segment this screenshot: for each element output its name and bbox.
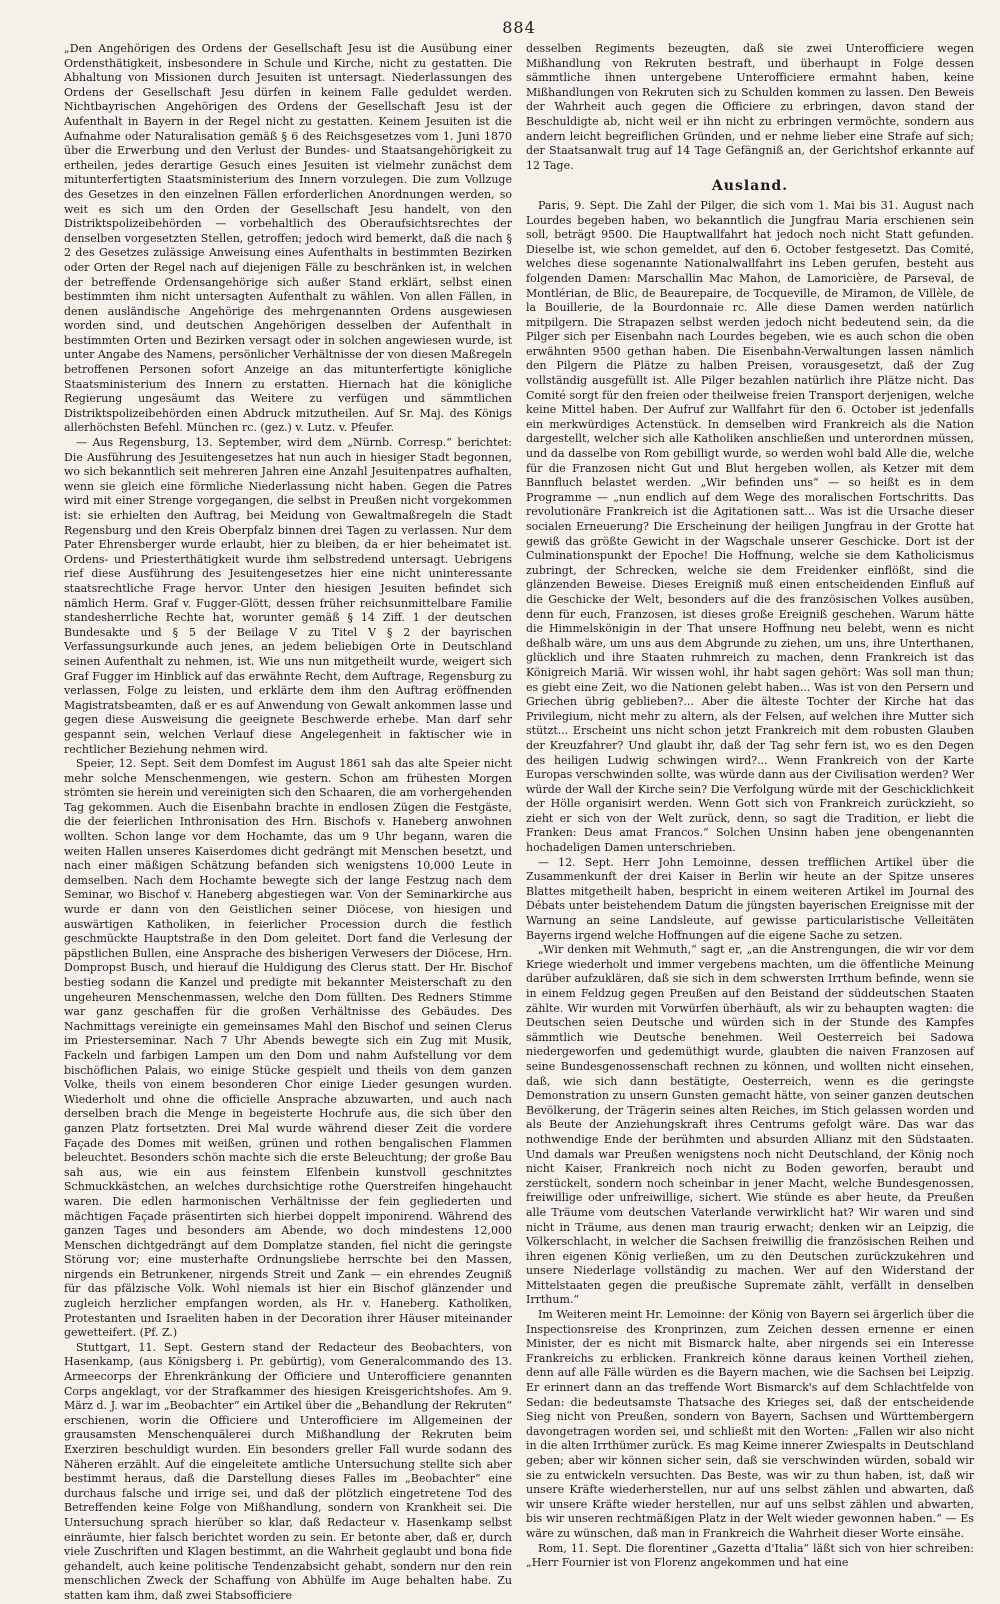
article-paragraph: desselben Regiments bezeugten, daß sie zwei Unterofficiere wegen Mißhandlung von Rekruten bestraft, und überhaupt in Folge dessen sämmtliche ihnen untergebene Unterofficiere ermahnt haben, keine Mißhandlungen von Rekruten sich zu Schulden kommen zu lassen. Den Beweis der Wahrheit auch gegen die Officiere zu erbringen, davon stand der Beschuldigte ab, nicht weil er ihn nicht zu erbringen vermöchte, sondern aus andern leicht begreiflichen Gründen, und er nehme lieber eine Strafe auf sich; der Staatsanwalt trug auf 14 Tage Gefängniß an, der Gerichtshof erkannte auf 12 Tage. <box>526 42 974 172</box>
left-column <box>64 42 512 1602</box>
page-number: 884 <box>502 18 536 37</box>
article-paragraph: Stuttgart, 11. Sept. Gestern stand der Redacteur des Beobachters, von Hasenkamp, (aus Königsberg i. Pr. gebürtig), vom Generalcommando des 13. Armeecorps der Ehrenkränkung der Officiere und Unterofficiere genannten Corps angeklagt, vor der Strafkammer des hiesigen Kreisgerichtshofes. Am 9. März d. J. war im „Beobachter“ ein Artikel über die „Behandlung der Rekruten“ erschienen, worin die Officiere und Unterofficiere im Allgemeinen der grausamsten Menschenquälerei durch Mißhandlung der Rekruten beim Exerziren beschuldigt wurden. Ein besonders greller Fall wurde sodann des Näheren erzählt. Auf die eingeleitete amtliche Untersuchung stellte sich aber bestimmt heraus, daß die Darstellung dieses Falles im „Beobachter“ eine durchaus falsche und irrige sei, und daß der plötzlich eingetretene Tod des Betreffenden keine Folge von Mißhandlung, sondern von Krankheit sei. Die Untersuchung sprach hierüber so klar, daß Redacteur v. Hasenkamp selbst einräumte, hier falsch berichtet worden zu sein. Er betonte aber, daß er, durch viele Zuschriften und Klagen bestimmt, an die Wahrheit geglaubt und bona fide gehandelt, auch keine politische Tendenzabsicht gehabt, sondern nur den rein menschlichen Zweck der Schaffung von Abhülfe im Auge behalten habe. Zu statten kam ihm, daß zwei Stabsofficiere <box>64 1340 512 1602</box>
article-paragraph: — 12. Sept. Herr John Lemoinne, dessen trefflichen Artikel über die Zusammenkunft der drei Kaiser in Berlin wir heute an der Spitze unseres Blattes mitgetheilt haben, bespricht in einem weiteren Artikel im Journal des Débats unter beistehendem Datum die jüngsten bayerischen Ereignisse mit der Warnung an seine Landsleute, auf gewisse particularistische Velleitäten Bayerns irgend welche Hoffnungen auf die eigene Sache zu setzen. <box>526 855 974 942</box>
section-heading-ausland: Ausland. <box>711 178 789 195</box>
article-paragraph: „Wir denken mit Wehmuth,“ sagt er, „an die Anstrengungen, die wir vor dem Kriege wiederholt und immer vergebens machten, um die öffentliche Meinung darüber aufzuklären, daß sie sich in dem schwersten Irrthum befinde, wenn sie in einem Feldzug gegen Preußen auf den Beistand der süddeutschen Staaten zählte. Wir wurden mit Vorwürfen überhäuft, als wir zu behaupten wagten: die Deutschen seien Deutsche und würden sich in der Stunde des Kampfes sämmtlich wie Deutsche benehmen. Weil Oesterreich bei Sadowa niedergeworfen und gedemüthigt wurde, glaubten die naiven Franzosen auf seine Bundesgenossenschaft rechnen zu können, und wollten nicht einsehen, daß, wie sich dann bestätigte, Oesterreich, wenn es die geringste Demonstration zu unsern Gunsten gemacht hätte, von seiner ganzen deutschen Bevölkerung, der Trägerin seines alten Reiches, im Stich gelassen worden und als Beute der Anziehungskraft ihres Centrums gefolgt wäre. Das war das nothwendige Ende der berühmten und absurden Allianz mit den Südstaaten. Und damals war Preußen wenigstens noch nicht Deutschland, der König noch nicht Kaiser, Frankreich noch nicht zu Boden geworfen, beraubt und zerstückelt, sondern noch scheinbar in jener Macht, welche Bundesgenossen, freiwillige oder unfreiwillige, sichert. Wie stünde es aber heute, da Preußen alle Träume vom deutschen Vaterlande verwirklicht hat? Wir waren und sind nicht in Träume, aus denen man traurig erwacht; denken wir an Leipzig, die Völkerschlacht, in welcher die Sachsen freiwillig die französischen Reihen und ihren eigenen König verließen, um zu den Deutschen zurückzukehren und unsere Niederlage vollständig zu machen. Wer auf den Widerstand der Mittelstaaten gegen die preußische Supremate zählt, verfällt in denselben Irrthum.“ <box>526 943 974 1307</box>
article-paragraph: Im Weiteren meint Hr. Lemoinne: der König von Bayern sei ärgerlich über die Inspectionsreise des Kronprinzen, zum Zeichen dessen ernenne er einen Minister, der es nicht mit Bismarck halte, aber nirgends sei ein Interesse Frankreichs zu erblicken. Frankreich könne daraus keinen Vortheil ziehen, denn auf alle Fälle würden es die Bayern machen, wie die Sachsen bei Leipzig. Er erinnert dann an das treffende Wort Bismarck's auf dem Schlachtfelde von Sedan: die bedeutsamste Thatsache des Krieges sei, daß der entscheidende Sieg nicht von Preußen, sondern von Bayern, Sachsen und Württembergern davongetragen worden sei, und schließt mit den Worten: „Fallen wir also nicht in die alten Irrthümer zurück. Es mag Keime innerer Zwiespalts in Deutschland geben; aber wir können sicher sein, daß sie verschwinden würden, sobald wir sie zu entwickeln versuchten. Das Beste, was wir zu thun haben, ist, daß wir unsere Kräfte wiederherstellen, nur auf uns selbst zählen und abwarten, daß wir unsere Kräfte wieder herstellen, nur auf uns selbst zählen und abwarten, bis wir unseren rechtmäßigen Platz in der Welt wieder gewonnen haben.“ — Es wäre zu wünschen, daß man in Frankreich die Wahrheit dieser Worte einsähe. <box>526 1308 974 1540</box>
article-paragraph: Speier, 12. Sept. Seit dem Domfest im August 1861 sah das alte Speier nicht mehr solche Menschenmengen, wie gestern. Schon am frühesten Morgen strömten sie herein und vereinigten sich den Schaaren, die am vorhergehenden Tag gekommen. Auch die Eisenbahn brachte in endlosen Zügen die Festgäste, die der feierlichen Inthronisation des Hrn. Bischofs v. Haneberg anwohnen wollten. Schon lange vor dem Hochamte, das um 9 Uhr begann, waren die weiten Hallen unseres Kaiserdomes dicht gedrängt mit Menschen besetzt, und nach einer mäßigen Schätzung befanden sich wenigstens 10,000 Leute in demselben. Nach dem Hochamte bewegte sich der lange Festzug nach dem Seminar, wo Bischof v. Haneberg abgestiegen war. Von der Seminarkirche aus wurde er dann von den Geistlichen seiner Diöcese, von hiesigen und auswärtigen Katholiken, in feierlicher Procession durch die festlich geschmückte Hauptstraße in den Dom geleitet. Dort fand die Verlesung der päpstlichen Bullen, eine Ansprache des bisherigen Verwesers der Diöcese, Hrn. Dompropst Busch, und hierauf die Huldigung des Clerus statt. Der Hr. Bischof bestieg sodann die Kanzel und predigte mit bekannter Meisterschaft zu den ungeheuren Menschenmassen, welche den Dom füllten. Des Redners Stimme war ganz geschaffen für die großen Verhältnisse des Gebäudes. Des Nachmittags vereinigte ein gemeinsames Mahl den Bischof und seinen Clerus im Priesterseminar. Nach 7 Uhr Abends bewegte sich ein Zug mit Musik, Fackeln und farbigen Lampen um den Dom und nahm Aufstellung vor dem bischöflichen Palais, wo einige Stücke gespielt und theils von dem ganzen Volke, theils von einem besonderen Chor einige Lieder gesungen wurden. Wiederholt und ohne die officielle Ansprache abzuwarten, und auch nach derselben brach die Menge in begeisterte Hochrufe aus, die sich über den ganzen Platz fortsetzten. Drei Mal wurde während dieser Zeit die vordere Façade des Domes mit weißen, grünen und rothen bengalischen Flammen beleuchtet. Besonders schön machte sich die erste Beleuchtung; der große Bau sah aus, wie ein aus feinstem Elfenbein kunstvoll geschnitztes Schmuckkästchen, an welches durchsichtige rothe Querstreifen hingehaucht waren. Die edlen harmonischen Verhältnisse der fein gegliederten und mächtigen Façade präsentirten sich hierbei doppelt imponirend. Während des ganzen Tages und besonders am Abende, wo doch mindestens 12,000 Menschen dichtgedrängt auf dem Domplatze standen, fiel nicht die geringste Störung vor; eine musterhafte Ordnungsliebe herrschte bei den Massen, nirgends ein Betrunkener, nirgends Streit und Zank — ein ehrendes Zeugniß für das pfälzische Volk. Wohl niemals ist hier ein Bischof glänzender und zugleich herzlicher empfangen worden, als Hr. v. Haneberg. Katholiken, Protestanten und Israeliten haben in der Decoration ihrer Häuser miteinander gewetteifert. (Pf. Z.) <box>64 757 512 1340</box>
right-column-bottom <box>526 199 974 1571</box>
article-paragraph: Rom, 11. Sept. Die florentiner „Gazetta d'Italia“ läßt sich von hier schreiben: „Herr Fournier ist von Florenz angekommen und hat eine <box>526 1541 974 1570</box>
article-paragraph: Paris, 9. Sept. Die Zahl der Pilger, die sich vom 1. Mai bis 31. August nach Lourdes begeben haben, wo bekanntlich die Jungfrau Maria erschienen sein soll, beträgt 9500. Die Hauptwallfahrt hat jedoch noch nicht Statt gefunden. Dieselbe ist, wie schon gemeldet, auf den 6. October festgesetzt. Das Comité, welches diese sogenannte Nationalwallfahrt ins Leben gerufen, besteht aus folgenden Damen: Marschallin Mac Mahon, de Lamoricière, de Parseval, de Montlérian, de Blic, de Beaurepaire, de Tocqueville, de Miramon, de Villèle, de la Bouillerie, de la Bourdonnaie rc. Alle diese Damen werden natürlich mitpilgern. Die Strapazen selbst werden jedoch nicht bedeutend sein, da die Pilger sich per Eisenbahn nach Lourdes begeben, wie es auch schon die oben erwähnten 9500 gethan haben. Die Eisenbahn-Verwaltungen lassen nämlich den Pilgern die Plätze zu halben Preisen, vorausgesetzt, daß der Zug vollständig ausgefüllt ist. Alle Pilger bezahlen natürlich ihre Plätze nicht. Das Comité sorgt für den freien oder theilweise freien Transport derjenigen, welche keine Mittel haben. Der Aufruf zur Wallfahrt für den 6. October ist jedenfalls ein merkwürdiges Actenstück. In demselben wird Frankreich als die Nation dargestellt, welcher sich alle Katholiken anschließen und unterordnen müssen, und da dasselbe von Rom gebilligt wurde, so werden wohl bald Alle die, welche für die Franzosen nicht Gut und Blut hergeben wollen, als Ketzer mit dem Bannfluch belastet werden. „Wir befinden uns“ — so heißt es in dem Programme — „nun endlich auf dem Wege des moralischen Fortschritts. Das revolutionäre Frankreich ist die Agitationen satt... Was ist die Ursache dieser socialen Erneuerung? Die Erscheinung der heiligen Jungfrau in der Grotte hat gewiß das größte Gewicht in der Wagschale unserer Geschicke. Dort ist der Culminationspunkt der Epoche! Die Hoffnung, welche sie dem Katholicismus zubringt, der Schrecken, welche sie dem Freidenker einflößt, sind die glänzenden Beweise. Dieses Ereigniß muß einen entscheidenden Einfluß auf die Geschicke der Welt, besonders auf die des französischen Volkes ausüben, denn für euch, Franzosen, ist dieses große Ereigniß geschehen. Warum hätte die Himmelskönigin in der That unsere Hoffnung neu belebt, wenn es nicht deßhalb wäre, um uns aus dem Abgrunde zu ziehen, um uns, ihre Unterthanen, glücklich und ihre Staaten ruhmreich zu machen, denn Frankreich ist das Königreich Mariä. Wir wissen wohl, ihr habt sagen gehört: Was soll man thun; es giebt eine Zeit, wo die Nationen gelebt haben... Was ist von den Persern und Griechen übrig geblieben?... Aber die älteste Tochter der Kirche hat das Privilegium, nicht mehr zu altern, als der Felsen, auf welchen ihre Mutter sich stützt... Erscheint uns nicht schon jetzt Frankreich mit dem robusten Glauben der Kreuzfahrer? Und glaubt ihr, daß der Tag sehr fern ist, wo es den Degen des heiligen Ludwig schwingen wird?... Wenn Frankreich von der Karte Europas verschwinden sollte, was würde dann aus der Civilisation werden? Wer würde der Wall der Kirche sein? Die Verfolgung würde mit der Geschicklichkeit der Hölle organisirt werden. Wenn Gott sich von Frankreich zurückzieht, so zieht er sich von der Welt zurück, denn, so sagt die Tradition, er liebt die Franken: Deus amat Francos.“ Solchen Unsinn haben jene obengenannten hochadeligen Damen unterschrieben. <box>526 198 974 855</box>
article-paragraph: „Den Angehörigen des Ordens der Gesellschaft Jesu ist die Ausübung einer Ordensthätigkeit, insbesondere in Schule und Kirche, nicht zu gestatten. Die Abhaltung von Missionen durch Jesuiten ist untersagt. Niederlassungen des Ordens der Gesellschaft Jesu dürfen in keinem Falle geduldet werden. Nichtbayrischen Angehörigen des Ordens der Gesellschaft Jesu ist der Aufenthalt in Bayern in der Regel nicht zu gestatten. Keinem Jesuiten ist die Aufnahme oder Naturalisation gemäß § 6 des Reichsgesetzes vom 1. Juni 1870 über die Erwerbung und den Verlust der Bundes- und Staatsangehörigkeit zu ertheilen, jedes derartige Gesuch eines Jesuiten ist vielmehr zunächst dem mitunterfertigten Staatsministerium des Innern vorzulegen. Die zum Vollzuge des Gesetzes in den einzelnen Fällen erforderlichen Anordnungen werden, so weit es sich um den Orden der Gesellschaft Jesu handelt, von den Distriktspolizeibehörden — vorbehaltlich des Oberaufsichtsrechtes der denselben vorgesetzten Stellen, getroffen; jedoch wird bemerkt, daß die nach § 2 des Gesetzes zulässige Anweisung eines Aufenthalts in bestimmten Bezirken oder Orten der Regel nach auf diejenigen Fälle zu beschränken ist, in welchen der betreffende Ordensangehörige sich außer Stand erklärt, selbst einen bestimmten ihm nicht untersagten Aufenthalt zu wählen. Von allen Fällen, in denen ausländische Angehörige des mehrgenannten Ordens ausgewiesen worden sind, und deutschen Angehörigen desselben der Aufenthalt in bestimmten Orten und Bezirken versagt oder in solchen angewiesen wurde, ist unter Angabe des Namens, persönlicher Verhältnisse der von diesen Maßregeln betroffenen Personen sofort Anzeige an das mitunterfertigte königliche Staatsministerium des Innern zu erstatten. Hiernach hat die königliche Regierung ungesäumt das Weitere zu verfügen und sämmtlichen Distriktspolizeibehörden einen Abdruck mitzutheilen. Auf Sr. Maj. des Königs allerhöchsten Befehl. München rc. (gez.) v. Lutz. v. Pfeufer. <box>64 42 512 435</box>
article-paragraph: — Aus Regensburg, 13. September, wird dem „Nürnb. Corresp.“ berichtet: Die Ausführung des Jesuitengesetzes hat nun auch in hiesiger Stadt begonnen, wo sich bekanntlich seit mehreren Jahren eine Anzahl Jesuitenpatres aufhalten, wenn sie gleich eine förmliche Niederlassung nicht haben. Gegen die Patres wird mit einer Strenge vorgegangen, die selbst in Preußen nicht vorgekommen ist: sie erhielten den Auftrag, bei Meidung von Gewaltmaßregeln die Stadt Regensburg und den Kreis Oberpfalz binnen drei Tagen zu verlassen. Nur dem Pater Ehrensberger wurde erlaubt, hier zu bleiben, da er hier beheimatet ist. Ordens- und Priesterthätigkeit wurde ihm selbstredend untersagt. Uebrigens rief diese Ausführung des Jesuitengesetzes hier eine nicht uninteressante staatsrechtliche Frage hervor. Unter den hiesigen Jesuiten befindet sich nämlich Herm. Graf v. Fugger-Glött, dessen früher reichsunmittelbare Familie standesherrliche Rechte hat, worunter gemäß § 14 Ziff. 1 der deutschen Bundesakte und § 5 der Beilage V zu Titel V § 2 der bayrischen Verfassungsurkunde auch jenes, an jedem beliebigen Orte in Deutschland seinen Aufenthalt zu nehmen, ist. Wie uns nun mitgetheilt wurde, weigert sich Graf Fugger im Hinblick auf das erwähnte Recht, dem Auftrage, Regensburg zu verlassen, Folge zu leisten, und erklärte dem ihm den Auftrag eröffnenden Magistratsbeamten, daß er es auf Anwendung von Gewalt ankommen lasse und gegen diese Ausweisung die geeignete Beschwerde erhebe. Man darf sehr gespannt sein, welchen Verlauf diese Angelegenheit in faktischer wie in rechtlicher Beziehung nehmen wird. <box>64 436 512 756</box>
right-column-top <box>526 42 974 173</box>
right-column <box>526 42 974 1570</box>
two-column-body <box>64 42 974 1602</box>
